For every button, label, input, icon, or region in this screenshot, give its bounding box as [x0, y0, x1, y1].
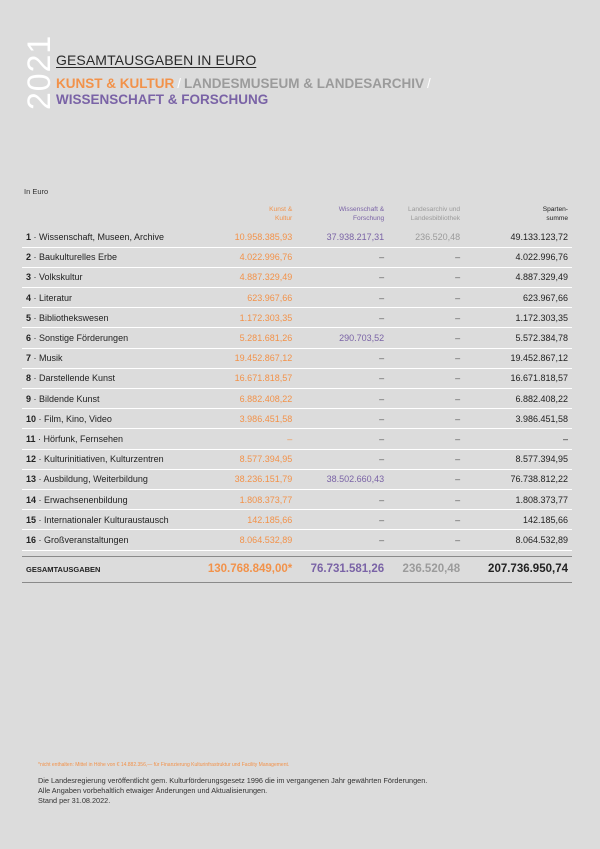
table-header-row [22, 205, 572, 227]
header-summe: Sparten- summe [542, 206, 568, 222]
cell-summe: 1.172.303,35 [464, 308, 572, 328]
row-name: Volkskultur [39, 272, 83, 283]
cell-kunst: 16.671.818,57 [208, 368, 296, 388]
row-number: 8 [26, 373, 32, 384]
row-name: Wissenschaft, Museen, Archive [39, 231, 165, 242]
row-number: 9 [26, 393, 32, 404]
expenditure-table [22, 205, 572, 583]
cell-archiv: – [388, 489, 464, 509]
header-wissenschaft: Wissenschaft & Forschung [338, 206, 385, 222]
table-row [22, 389, 572, 409]
row-label [22, 328, 208, 348]
legend-kunst: KUNST & KULTUR [56, 76, 175, 91]
note-line: Alle Angaben vorbehaltlich etwaiger Änderungen und Aktualisierungen. [38, 786, 268, 795]
cell-archiv: 236.520,48 [388, 227, 464, 247]
cell-summe: – [464, 429, 572, 449]
legend-wissenschaft: WISSENSCHAFT & FORSCHUNG [56, 92, 269, 107]
row-number: 4 [26, 292, 32, 303]
row-number: 5 [26, 312, 32, 323]
cell-archiv: – [388, 389, 464, 409]
row-separator: · [31, 272, 40, 283]
cell-summe: 1.808.373,77 [464, 489, 572, 509]
table-row [22, 449, 572, 469]
row-label [22, 247, 208, 267]
cell-archiv: – [388, 510, 464, 530]
row-number: 1 [26, 231, 32, 242]
table-row [22, 308, 572, 328]
cell-archiv: – [388, 288, 464, 308]
row-name: Hörfunk, Fernsehen [43, 433, 124, 444]
legend-separator: / [177, 76, 182, 91]
cell-summe: 19.452.867,12 [464, 348, 572, 368]
cell-summe: 142.185,66 [464, 510, 572, 530]
row-name: Darstellende Kunst [39, 373, 116, 384]
cell-wissenschaft: – [296, 368, 388, 388]
row-label [22, 348, 208, 368]
cell-kunst: 1.172.303,35 [208, 308, 296, 328]
row-separator: · [36, 413, 45, 424]
row-number: 11 [26, 433, 36, 444]
cell-kunst: 5.281.681,26 [208, 328, 296, 348]
cell-kunst: 19.452.867,12 [208, 348, 296, 368]
row-name: Baukulturelles Erbe [39, 252, 118, 263]
cell-wissenschaft: 290.703,52 [296, 328, 388, 348]
cell-wissenschaft: 38.502.660,43 [296, 469, 388, 489]
row-label [22, 489, 208, 509]
year-text: 2021 [21, 34, 57, 110]
row-name: Kulturinitiativen, Kulturzentren [44, 454, 164, 465]
row-label [22, 530, 208, 550]
row-separator: · [36, 534, 45, 545]
total-label: GESAMTAUSGABEN [22, 556, 208, 582]
row-separator: · [31, 353, 40, 364]
cell-archiv: – [388, 308, 464, 328]
row-label [22, 469, 208, 489]
header-kunst: Kunst & Kultur [269, 206, 293, 222]
cell-archiv: – [388, 247, 464, 267]
row-label [22, 288, 208, 308]
cell-kunst: 1.808.373,77 [208, 489, 296, 509]
cell-wissenschaft: – [296, 247, 388, 267]
cell-archiv: – [388, 348, 464, 368]
row-separator: · [36, 514, 45, 525]
cell-wissenschaft: – [296, 510, 388, 530]
legend-separator: / [427, 76, 431, 91]
cell-archiv: – [388, 449, 464, 469]
row-name: Musik [39, 353, 63, 364]
cell-wissenschaft: – [296, 409, 388, 429]
cell-wissenschaft: – [296, 389, 388, 409]
cell-summe: 4.022.996,76 [464, 247, 572, 267]
row-separator: · [36, 474, 44, 485]
legend-museum: LANDESMUSEUM & LANDESARCHIV [184, 76, 425, 91]
cell-kunst: 4.022.996,76 [208, 247, 296, 267]
table-row [22, 368, 572, 388]
row-label [22, 449, 208, 469]
row-number: 12 [26, 454, 37, 465]
page-title: GESAMTAUSGABEN IN EURO [56, 52, 257, 68]
cell-wissenschaft: – [296, 288, 388, 308]
cell-kunst: 142.185,66 [208, 510, 296, 530]
unit-label: In Euro [24, 187, 49, 196]
row-number: 7 [26, 353, 32, 364]
row-name: Bildende Kunst [39, 393, 100, 404]
cell-kunst: 623.967,66 [208, 288, 296, 308]
page-header [56, 52, 576, 108]
cell-wissenschaft: – [296, 267, 388, 287]
row-label [22, 267, 208, 287]
table-row [22, 247, 572, 267]
header-archiv: Landesarchiv und Landesbibliothek [408, 206, 461, 222]
row-name: Bibliothekswesen [39, 312, 109, 323]
total-archiv: 236.520,48 [388, 556, 464, 582]
row-separator: · [31, 312, 40, 323]
total-row [22, 556, 572, 582]
cell-summe: 623.967,66 [464, 288, 572, 308]
cell-kunst: 8.577.394,95 [208, 449, 296, 469]
cell-archiv: – [388, 409, 464, 429]
row-number: 10 [26, 413, 37, 424]
cell-wissenschaft: – [296, 308, 388, 328]
row-name: Ausbildung, Weiterbildung [43, 474, 148, 485]
table-row [22, 288, 572, 308]
row-label [22, 429, 208, 449]
row-number: 13 [26, 474, 37, 485]
cell-kunst: – [208, 429, 296, 449]
cell-archiv: – [388, 429, 464, 449]
row-separator: · [36, 494, 45, 505]
table-row [22, 489, 572, 509]
row-number: 15 [26, 514, 37, 525]
cell-archiv: – [388, 267, 464, 287]
cell-wissenschaft: – [296, 489, 388, 509]
row-number: 6 [26, 333, 32, 344]
row-label [22, 368, 208, 388]
row-name: Film, Kino, Video [44, 413, 112, 424]
cell-wissenschaft: 37.938.217,31 [296, 227, 388, 247]
row-separator: · [31, 373, 40, 384]
row-name: Sonstige Förderungen [39, 333, 129, 344]
row-name: Literatur [39, 292, 73, 303]
cell-wissenschaft: – [296, 429, 388, 449]
cell-kunst: 8.064.532,89 [208, 530, 296, 550]
header-name [22, 205, 208, 227]
table-row [22, 429, 572, 449]
cell-summe: 16.671.818,57 [464, 368, 572, 388]
row-separator: · [36, 454, 45, 465]
cell-summe: 76.738.812,22 [464, 469, 572, 489]
cell-summe: 4.887.329,49 [464, 267, 572, 287]
table-row [22, 348, 572, 368]
total-summe: 207.736.950,74 [464, 556, 572, 582]
row-number: 14 [26, 494, 37, 505]
row-number: 2 [26, 252, 32, 263]
row-label [22, 227, 208, 247]
row-separator: · [35, 433, 44, 444]
cell-summe: 3.986.451,58 [464, 409, 572, 429]
total-kunst: 130.768.849,00* [208, 556, 296, 582]
row-name: Großveranstaltungen [44, 534, 129, 545]
note-line: Die Landesregierung veröffentlicht gem. Kulturförderungsgesetz 1996 die im vergangenen Jahr gewährten Förderungen. [38, 776, 428, 785]
note-line: Stand per 31.08.2022. [38, 796, 111, 805]
cell-kunst: 10.958.385,93 [208, 227, 296, 247]
cell-kunst: 3.986.451,58 [208, 409, 296, 429]
cell-wissenschaft: – [296, 449, 388, 469]
row-number: 16 [26, 534, 37, 545]
footer [38, 762, 568, 806]
table-row [22, 469, 572, 489]
cell-wissenschaft: – [296, 348, 388, 368]
row-separator: · [31, 252, 40, 263]
cell-summe: 8.577.394,95 [464, 449, 572, 469]
row-separator: · [31, 292, 40, 303]
table-row [22, 510, 572, 530]
cell-summe: 49.133.123,72 [464, 227, 572, 247]
cell-kunst: 38.236.151,79 [208, 469, 296, 489]
cell-archiv: – [388, 328, 464, 348]
cell-archiv: – [388, 530, 464, 550]
row-label [22, 510, 208, 530]
cell-kunst: 6.882.408,22 [208, 389, 296, 409]
total-wissenschaft: 76.731.581,26 [296, 556, 388, 582]
footnote: *nicht enthalten: Mittel in Höhe von € 14.882.356,— für Finanzierung Kulturinfrastruktur und Facility Management. [38, 762, 290, 768]
cell-summe: 6.882.408,22 [464, 389, 572, 409]
table-row [22, 530, 572, 550]
cell-archiv: – [388, 469, 464, 489]
table-row [22, 227, 572, 247]
row-separator: · [31, 333, 40, 344]
row-name: Internationaler Kulturaustausch [44, 514, 169, 525]
cell-archiv: – [388, 368, 464, 388]
row-number: 3 [26, 272, 32, 283]
cell-wissenschaft: – [296, 530, 388, 550]
table-row [22, 409, 572, 429]
table-row [22, 328, 572, 348]
row-label [22, 308, 208, 328]
row-name: Erwachsenenbildung [44, 494, 128, 505]
year-label [16, 20, 58, 112]
table-row [22, 267, 572, 287]
row-label [22, 409, 208, 429]
row-label [22, 389, 208, 409]
cell-kunst: 4.887.329,49 [208, 267, 296, 287]
cell-summe: 8.064.532,89 [464, 530, 572, 550]
cell-summe: 5.572.384,78 [464, 328, 572, 348]
category-legend [56, 76, 576, 108]
row-separator: · [31, 393, 40, 404]
row-separator: · [31, 231, 40, 242]
